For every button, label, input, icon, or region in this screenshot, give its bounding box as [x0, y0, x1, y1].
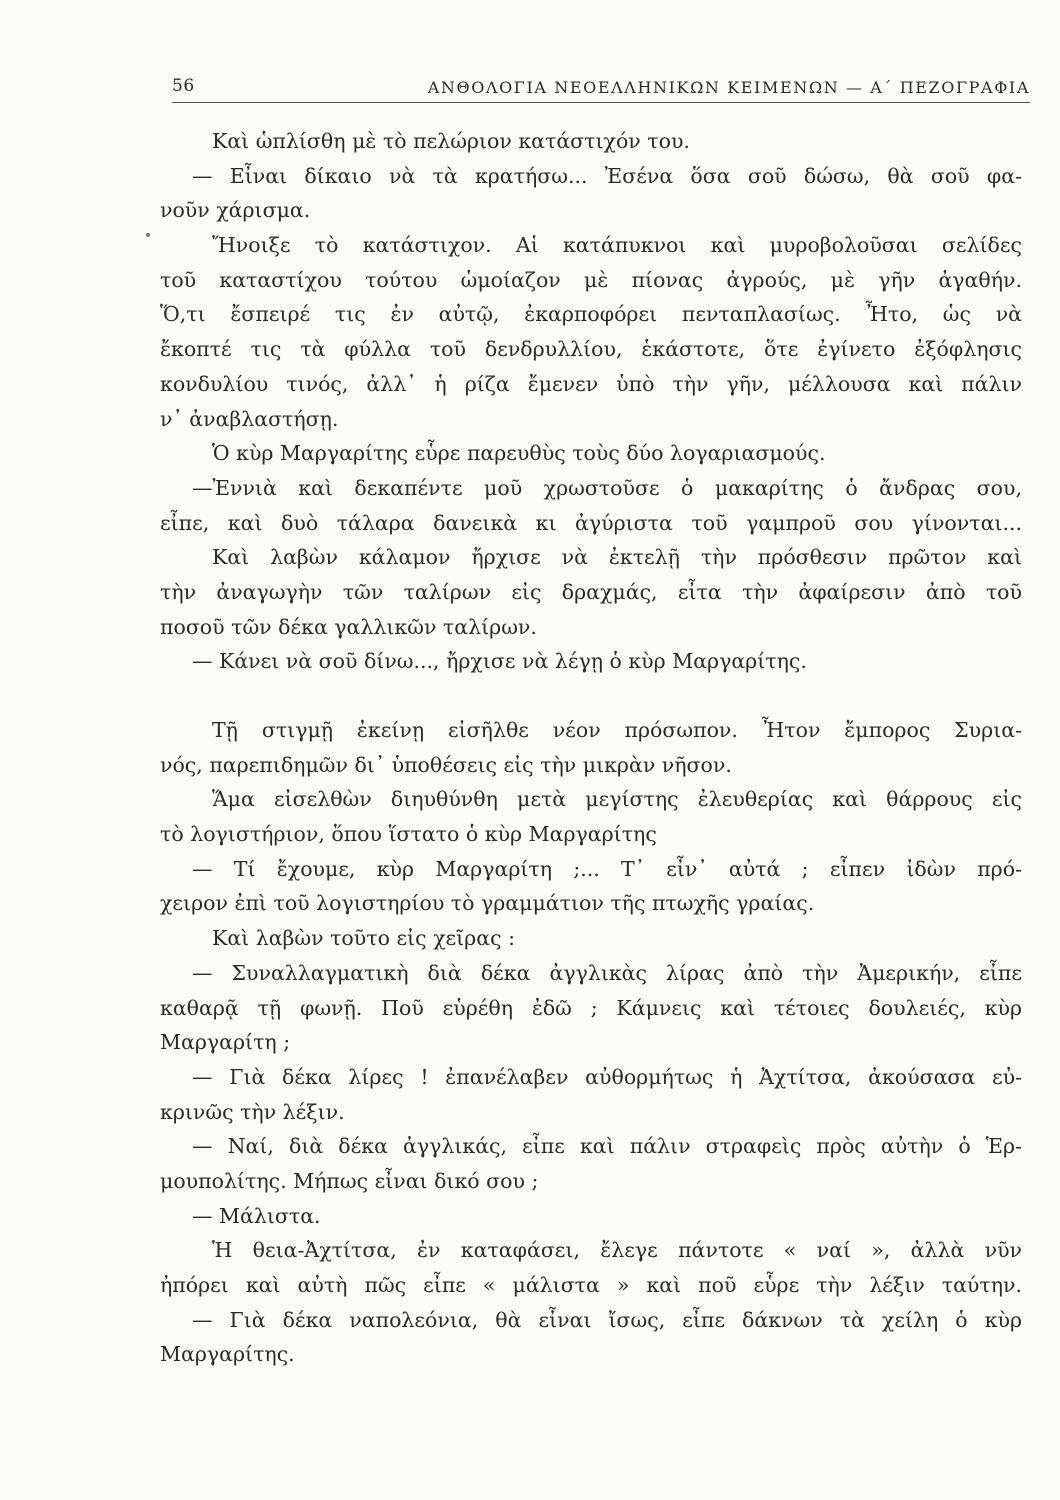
text-line: νοῦν χάρισμα. [160, 198, 311, 223]
paragraph-gap [160, 679, 1022, 713]
text-line: Ὁ κὺρ Μαργαρίτης εὗρε παρευθὺς τοὺς δύο λογαριασμούς. [212, 441, 826, 466]
text-line: μουπολίτης. Μήπως εἶναι δικό σου ; [160, 1168, 539, 1193]
text-line: καθαρᾷ τῇ φωνῇ. Ποῦ εὑρέθη ἐδῶ ; Κάμνεις καὶ τέτοιες δουλειές, κὺρ [160, 995, 1022, 1020]
text-line: Ὅ,τι ἔσπειρέ τις ἐν αὐτῷ, ἐκαρποφόρει πενταπλασίως. Ἦτο, ὡς νὰ [160, 302, 1022, 327]
text-line: — Ναί, διὰ δέκα ἀγγλικάς, εἶπε καὶ πάλιν στραφεὶς πρὸς αὐτὴν ὁ Ἑρ- [192, 1134, 1022, 1159]
text-line: νός, παρεπιδημῶν δι᾽ ὑποθέσεις εἰς τὴν μικρὰν νῆσον. [160, 752, 732, 777]
margin-mark [146, 233, 150, 237]
text-line: Καὶ ὡπλίσθη μὲ τὸ πελώριον κατάστιχόν του. [212, 129, 690, 153]
text-line: Καὶ λαβὼν τοῦτο εἰς χεῖρας : [212, 926, 515, 951]
text-line: Ἤνοιξε τὸ κατάστιχον. Αἱ κατάπυκνοι καὶ μυροβολοῦσαι σελίδες [212, 233, 1022, 258]
text-line: — Κάνει νὰ σοῦ δίνω..., ἤρχισε νὰ λέγῃ ὁ κὺρ Μαργαρίτης. [192, 649, 807, 674]
text-line: —Ἐννιὰ καὶ δεκαπέντε μοῦ χρωστοῦσε ὁ μακαρίτης ὁ ἄνδρας σου, [192, 475, 1022, 500]
text-line: τοῦ καταστίχου τούτου ὡμοίαζον μὲ πίονας ἀγρούς, μὲ γῆν ἀγαθήν. [160, 267, 1022, 292]
text-line: Μαργαρίτης. [160, 1342, 295, 1367]
text-line: ποσοῦ τῶν δέκα γαλλικῶν ταλίρων. [160, 614, 537, 639]
text-line: — Συναλλαγματικὴ διὰ δέκα ἀγγλικὰς λίρας ἀπὸ τὴν Ἀμερικήν, εἶπε [192, 960, 1022, 985]
text-line: — Εἶναι δίκαιο νὰ τὰ κρατήσω... Ἐσένα ὅσα σοῦ δώσω, θὰ σοῦ φα- [192, 163, 1022, 188]
text-line: ἠπόρει καὶ αὐτὴ πῶς εἶπε « μάλιστα » καὶ ποῦ εὗρε τὴν λέξιν ταύτην. [160, 1273, 1022, 1297]
text-line: ν᾽ ἀναβλαστήσῃ. [160, 406, 339, 431]
text-line: — Τί ἔχουμε, κὺρ Μαργαρίτη ;... Τ᾽ εἶν᾽ αὐτά ; εἶπεν ἰδὼν πρό- [192, 856, 1022, 881]
running-header [172, 72, 1030, 103]
text-line: Ἅμα εἰσελθὼν διηυθύνθη μετὰ μεγίστης ἐλευθερίας καὶ θάρρους εἰς [212, 787, 1022, 812]
text-line: Τῇ στιγμῇ ἐκείνῃ εἰσῆλθε νέον πρόσωπον. Ἦτον ἔμπορος Συρια- [212, 718, 1022, 742]
text-line: εἶπε, καὶ δυὸ τάλαρα δανεικὰ κι ἀγύριστα τοῦ γαμπροῦ σου γίνονται... [160, 510, 1022, 535]
running-title: ΑΝΘΟΛΟΓΙΑ ΝΕΟΕΛΛΗΝΙΚΩΝ ΚΕΙΜΕΝΩΝ — Α΄ ΠΕΖΟΓΡΑΦΙΑ [427, 78, 1030, 97]
text-line: χειρον ἐπὶ τοῦ λογιστηρίου τὸ γραμμάτιον τῆς πτωχῆς γραίας. [160, 891, 815, 916]
body-text [160, 124, 1022, 1372]
text-line: — Γιὰ δέκα λίρες ! ἐπανέλαβεν αὐθορμήτως ἡ Ἀχτίτσα, ἀκούσασα εὐ- [192, 1064, 1022, 1089]
text-line: κονδυλίου τινός, ἀλλ᾽ ἡ ρίζα ἔμενεν ὑπὸ τὴν γῆν, μέλλουσα καὶ πάλιν [160, 371, 1022, 396]
text-line: τὸ λογιστήριον, ὅπου ἵστατο ὁ κὺρ Μαργαρίτης [160, 822, 657, 847]
text-line: Καὶ λαβὼν κάλαμον ἤρχισε νὰ ἐκτελῇ τὴν πρόσθεσιν πρῶτον καὶ [212, 545, 1022, 570]
text-line: ἔκοπτέ τις τὰ φύλλα τοῦ δενδρυλλίου, ἑκάστοτε, ὅτε ἐγίνετο ἐξόφλησις [160, 337, 1022, 362]
page-number: 56 [172, 76, 195, 96]
text-line: τὴν ἀναγωγὴν τῶν ταλίρων εἰς δραχμάς, εἶτα τὴν ἀφαίρεσιν ἀπὸ τοῦ [160, 579, 1022, 604]
text-line: — Γιὰ δέκα ναπολεόνια, θὰ εἶναι ἴσως, εἶπε δάκνων τὰ χείλη ὁ κὺρ [192, 1307, 1022, 1332]
text-line: — Μάλιστα. [192, 1203, 321, 1228]
text-line: Μαργαρίτη ; [160, 1030, 291, 1055]
text-line: κρινῶς τὴν λέξιν. [160, 1099, 345, 1124]
text-line: Ἡ θεια-Ἀχτίτσα, ἐν καταφάσει, ἔλεγε πάντοτε « ναί », ἀλλὰ νῦν [212, 1238, 1022, 1263]
